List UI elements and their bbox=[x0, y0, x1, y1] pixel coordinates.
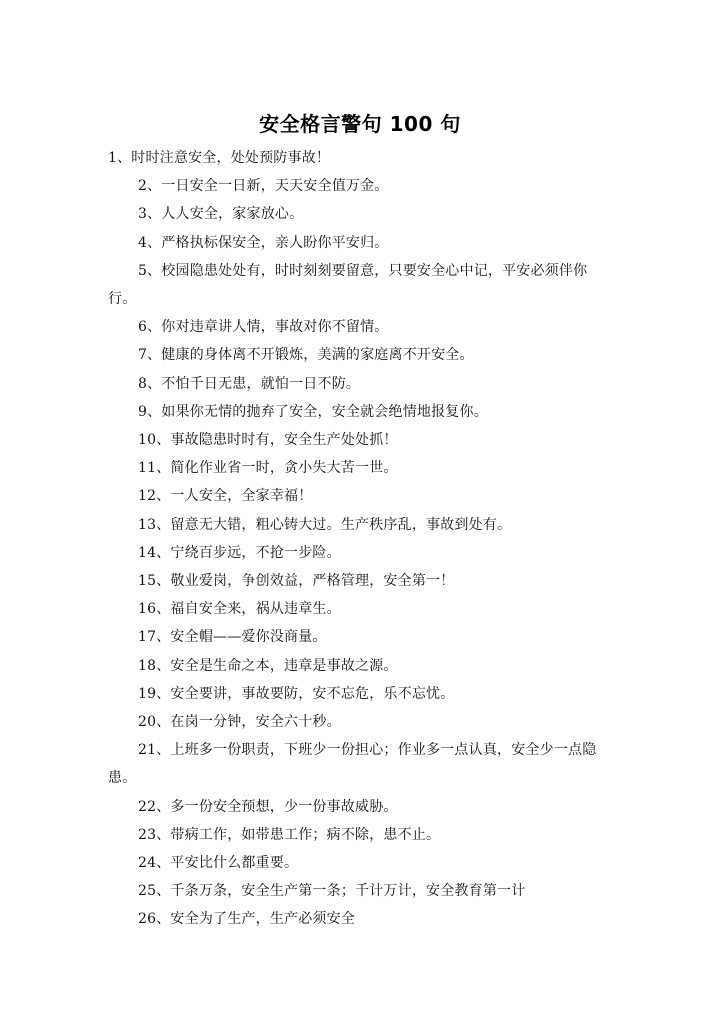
list-item: 11、简化作业省一时，贪小失大苦一世。 bbox=[138, 460, 398, 477]
list-item: 22、多一份安全预想，少一份事故威胁。 bbox=[138, 798, 398, 815]
list-item: 7、健康的身体离不开锻炼，美满的家庭离不开安全。 bbox=[138, 347, 474, 364]
list-item: 15、敬业爱岗，争创效益，严格管理，安全第一！ bbox=[138, 573, 455, 590]
list-item: 3、人人安全，家家放心。 bbox=[138, 206, 304, 223]
list-item: 5、校园隐患处处有，时时刻刻要留意，只要安全心中记，平安必须伴你行。 bbox=[108, 262, 588, 308]
list-item: 10、事故隐患时时有，安全生产处处抓！ bbox=[138, 432, 398, 449]
list-item: 2、一日安全一日新，天天安全值万金。 bbox=[138, 178, 389, 195]
list-item: 1、时时注意安全，处处预防事故！ bbox=[108, 150, 331, 166]
page-title: 安全格言警句 100 句 bbox=[259, 112, 461, 136]
list-item: 9、如果你无情的抛弃了安全，安全就会绝情地报复你。 bbox=[138, 403, 488, 420]
list-item: 26、安全为了生产，生产必须安全 bbox=[138, 911, 356, 928]
list-item: 14、宁绕百步远，不抢一步险。 bbox=[138, 544, 341, 561]
list-item: 24、平安比什么都重要。 bbox=[138, 855, 299, 872]
list-item: 8、不怕千日无患，就怕一日不防。 bbox=[138, 375, 361, 392]
list-item: 4、严格执标保安全，亲人盼你平安归。 bbox=[138, 234, 389, 251]
list-item: 17、安全帽——爱你没商量。 bbox=[138, 629, 327, 646]
list-item: 25、千条万条，安全生产第一条；千计万计，安全教育第一计 bbox=[138, 883, 526, 900]
list-item: 19、安全要讲，事故要防，安不忘危，乐不忘忧。 bbox=[138, 685, 455, 702]
motto-list bbox=[108, 144, 608, 934]
list-item: 6、你对违章讲人情，事故对你不留情。 bbox=[138, 319, 389, 336]
list-item: 21、上班多一份职责，下班少一份担心；作业多一点认真，安全少一点隐患。 bbox=[108, 742, 597, 787]
list-item: 20、在岗一分钟，安全六十秒。 bbox=[138, 714, 341, 731]
list-item: 16、福自安全来，祸从违章生。 bbox=[138, 601, 341, 618]
list-item: 23、带病工作，如带患工作；病不除，患不止。 bbox=[138, 826, 441, 843]
list-item: 13、留意无大错，粗心铸大过。生产秩序乱，事故到处有。 bbox=[138, 516, 512, 533]
list-item: 12、一人安全，全家幸福！ bbox=[138, 488, 313, 505]
list-item: 18、安全是生命之本，违章是事故之源。 bbox=[138, 657, 398, 674]
